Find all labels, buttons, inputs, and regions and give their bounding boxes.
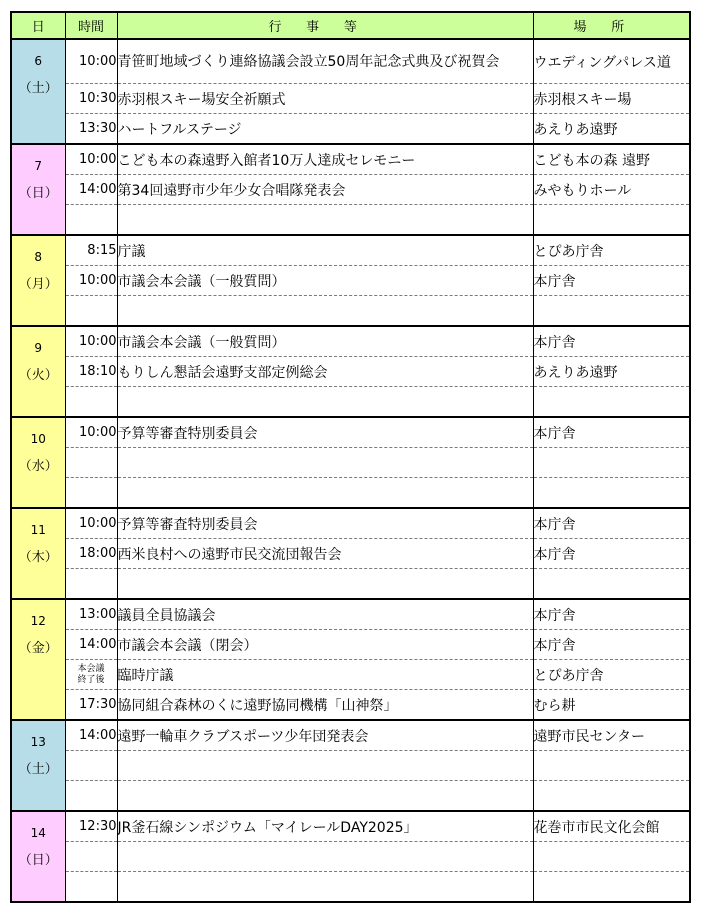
event-time: 10:00 bbox=[65, 417, 117, 448]
event-place bbox=[533, 751, 690, 781]
schedule-row bbox=[11, 599, 690, 630]
event-time: 17:30 bbox=[65, 690, 117, 721]
event-time: 10:30 bbox=[65, 84, 117, 114]
event-place bbox=[533, 478, 690, 509]
event-place bbox=[533, 296, 690, 327]
day-number: 10 bbox=[30, 432, 46, 446]
day-of-week: （土） bbox=[18, 81, 58, 96]
event-name bbox=[117, 781, 533, 812]
schedule-row bbox=[11, 205, 690, 236]
schedule-row bbox=[11, 811, 690, 842]
event-name: 第34回遠野市少年少女合唱隊発表会 bbox=[117, 175, 533, 205]
schedule-row bbox=[11, 842, 690, 872]
event-time: 14:00 bbox=[65, 175, 117, 205]
event-name: 協同組合森林のくに遠野協同機構「山神祭」 bbox=[117, 690, 533, 721]
event-place: 遠野市民センター bbox=[533, 720, 690, 751]
day-of-week: （月） bbox=[18, 277, 58, 292]
event-name bbox=[117, 872, 533, 903]
day-number: 8 bbox=[34, 250, 43, 264]
event-name: ハートフルステージ bbox=[117, 114, 533, 145]
event-time: 本会議 終了後 bbox=[65, 660, 117, 690]
day-of-week: （水） bbox=[18, 459, 58, 474]
event-time: 10:00 bbox=[65, 266, 117, 296]
event-name: 赤羽根スキー場安全祈願式 bbox=[117, 84, 533, 114]
schedule-row bbox=[11, 175, 690, 205]
event-place: 本庁舎 bbox=[533, 326, 690, 357]
schedule-row bbox=[11, 296, 690, 327]
event-time bbox=[65, 751, 117, 781]
event-place: むら耕 bbox=[533, 690, 690, 721]
event-place: 本庁舎 bbox=[533, 417, 690, 448]
event-name bbox=[117, 569, 533, 600]
header-event: 行事等 bbox=[117, 12, 533, 39]
event-place bbox=[533, 448, 690, 478]
event-place: 本庁舎 bbox=[533, 630, 690, 660]
header-time: 時間 bbox=[65, 12, 117, 39]
event-name bbox=[117, 387, 533, 418]
schedule-row bbox=[11, 751, 690, 781]
schedule-row bbox=[11, 478, 690, 509]
schedule-row bbox=[11, 690, 690, 721]
event-time: 10:00 bbox=[65, 326, 117, 357]
day-cell bbox=[11, 720, 65, 811]
event-name bbox=[117, 751, 533, 781]
event-time bbox=[65, 296, 117, 327]
event-name: 市議会本会議（一般質問） bbox=[117, 326, 533, 357]
schedule-row bbox=[11, 357, 690, 387]
event-place: 本庁舎 bbox=[533, 266, 690, 296]
day-cell bbox=[11, 326, 65, 417]
event-time: 18:10 bbox=[65, 357, 117, 387]
day-cell bbox=[11, 599, 65, 720]
event-name bbox=[117, 296, 533, 327]
event-place bbox=[533, 781, 690, 812]
day-cell bbox=[11, 811, 65, 902]
day-number: 13 bbox=[30, 735, 46, 749]
event-place: こども本の森 遠野 bbox=[533, 144, 690, 175]
schedule-row bbox=[11, 387, 690, 418]
header-place: 場所 bbox=[533, 12, 690, 39]
event-time bbox=[65, 872, 117, 903]
event-name: 予算等審査特別委員会 bbox=[117, 508, 533, 539]
event-time: 12:30 bbox=[65, 811, 117, 842]
day-of-week: （日） bbox=[18, 186, 58, 201]
event-place bbox=[533, 569, 690, 600]
event-time: 10:00 bbox=[65, 508, 117, 539]
schedule-row bbox=[11, 720, 690, 751]
event-time: 14:00 bbox=[65, 630, 117, 660]
event-place: とぴあ庁舎 bbox=[533, 660, 690, 690]
schedule-row bbox=[11, 326, 690, 357]
event-name: JR釜石線シンポジウム「マイレールDAY2025」 bbox=[117, 811, 533, 842]
schedule-row bbox=[11, 660, 690, 690]
day-number: 12 bbox=[30, 614, 46, 628]
event-time bbox=[65, 448, 117, 478]
event-place: あえりあ遠野 bbox=[533, 357, 690, 387]
schedule-row bbox=[11, 235, 690, 266]
event-name: 市議会本会議（閉会） bbox=[117, 630, 533, 660]
schedule-row bbox=[11, 417, 690, 448]
event-place: 本庁舎 bbox=[533, 539, 690, 569]
event-place: 赤羽根スキー場 bbox=[533, 84, 690, 114]
event-name bbox=[117, 448, 533, 478]
day-cell bbox=[11, 235, 65, 326]
schedule-body bbox=[11, 39, 690, 902]
event-place bbox=[533, 387, 690, 418]
day-of-week: （金） bbox=[18, 641, 58, 656]
schedule-row bbox=[11, 448, 690, 478]
event-time bbox=[65, 205, 117, 236]
day-cell bbox=[11, 508, 65, 599]
event-time: 18:00 bbox=[65, 539, 117, 569]
event-place bbox=[533, 872, 690, 903]
event-place bbox=[533, 205, 690, 236]
event-name: 市議会本会議（一般質問） bbox=[117, 266, 533, 296]
schedule-row bbox=[11, 630, 690, 660]
event-time: 10:00 bbox=[65, 144, 117, 175]
schedule-row bbox=[11, 39, 690, 84]
event-time: 8:15 bbox=[65, 235, 117, 266]
event-place: みやもりホール bbox=[533, 175, 690, 205]
event-name: 予算等審査特別委員会 bbox=[117, 417, 533, 448]
day-number: 7 bbox=[34, 159, 43, 173]
schedule-row bbox=[11, 84, 690, 114]
day-number: 6 bbox=[34, 54, 43, 68]
event-name: 遠野一輪車クラブスポーツ少年団発表会 bbox=[117, 720, 533, 751]
event-time bbox=[65, 781, 117, 812]
event-time: 10:00 bbox=[65, 39, 117, 84]
event-name: 西米良村への遠野市民交流団報告会 bbox=[117, 539, 533, 569]
day-of-week: （土） bbox=[18, 762, 58, 777]
event-time bbox=[65, 569, 117, 600]
day-number: 9 bbox=[34, 341, 43, 355]
schedule-row bbox=[11, 781, 690, 812]
schedule-table bbox=[10, 11, 691, 903]
day-of-week: （木） bbox=[18, 550, 58, 565]
day-cell bbox=[11, 417, 65, 508]
schedule-row bbox=[11, 508, 690, 539]
schedule-row bbox=[11, 114, 690, 145]
event-name: 庁議 bbox=[117, 235, 533, 266]
event-place: 花巻市市民文化会館 bbox=[533, 811, 690, 842]
event-time bbox=[65, 842, 117, 872]
event-place: ウエディングパレス道 bbox=[533, 39, 690, 84]
event-name: 議員全員協議会 bbox=[117, 599, 533, 630]
event-place: 本庁舎 bbox=[533, 508, 690, 539]
schedule-row bbox=[11, 569, 690, 600]
day-of-week: （日） bbox=[18, 853, 58, 868]
header-row bbox=[11, 12, 690, 39]
schedule-row bbox=[11, 144, 690, 175]
event-place: とぴあ庁舎 bbox=[533, 235, 690, 266]
day-cell bbox=[11, 39, 65, 144]
event-name bbox=[117, 842, 533, 872]
event-time: 13:00 bbox=[65, 599, 117, 630]
day-cell bbox=[11, 144, 65, 235]
header-day: 日 bbox=[11, 12, 65, 39]
event-place: あえりあ遠野 bbox=[533, 114, 690, 145]
event-place: 本庁舎 bbox=[533, 599, 690, 630]
event-name: もりしん懇話会遠野支部定例総会 bbox=[117, 357, 533, 387]
event-time bbox=[65, 387, 117, 418]
event-time: 13:30 bbox=[65, 114, 117, 145]
event-name: 青笹町地域づくり連絡協議会設立50周年記念式典及び祝賀会 bbox=[117, 39, 533, 84]
event-time: 14:00 bbox=[65, 720, 117, 751]
schedule-row bbox=[11, 266, 690, 296]
day-number: 14 bbox=[30, 826, 46, 840]
day-of-week: （火） bbox=[18, 368, 58, 383]
event-name bbox=[117, 478, 533, 509]
event-name: 臨時庁議 bbox=[117, 660, 533, 690]
day-number: 11 bbox=[30, 523, 46, 537]
schedule-row bbox=[11, 872, 690, 903]
event-time bbox=[65, 478, 117, 509]
event-name bbox=[117, 205, 533, 236]
event-place bbox=[533, 842, 690, 872]
schedule-row bbox=[11, 539, 690, 569]
event-name: こども本の森遠野入館者10万人達成セレモニー bbox=[117, 144, 533, 175]
